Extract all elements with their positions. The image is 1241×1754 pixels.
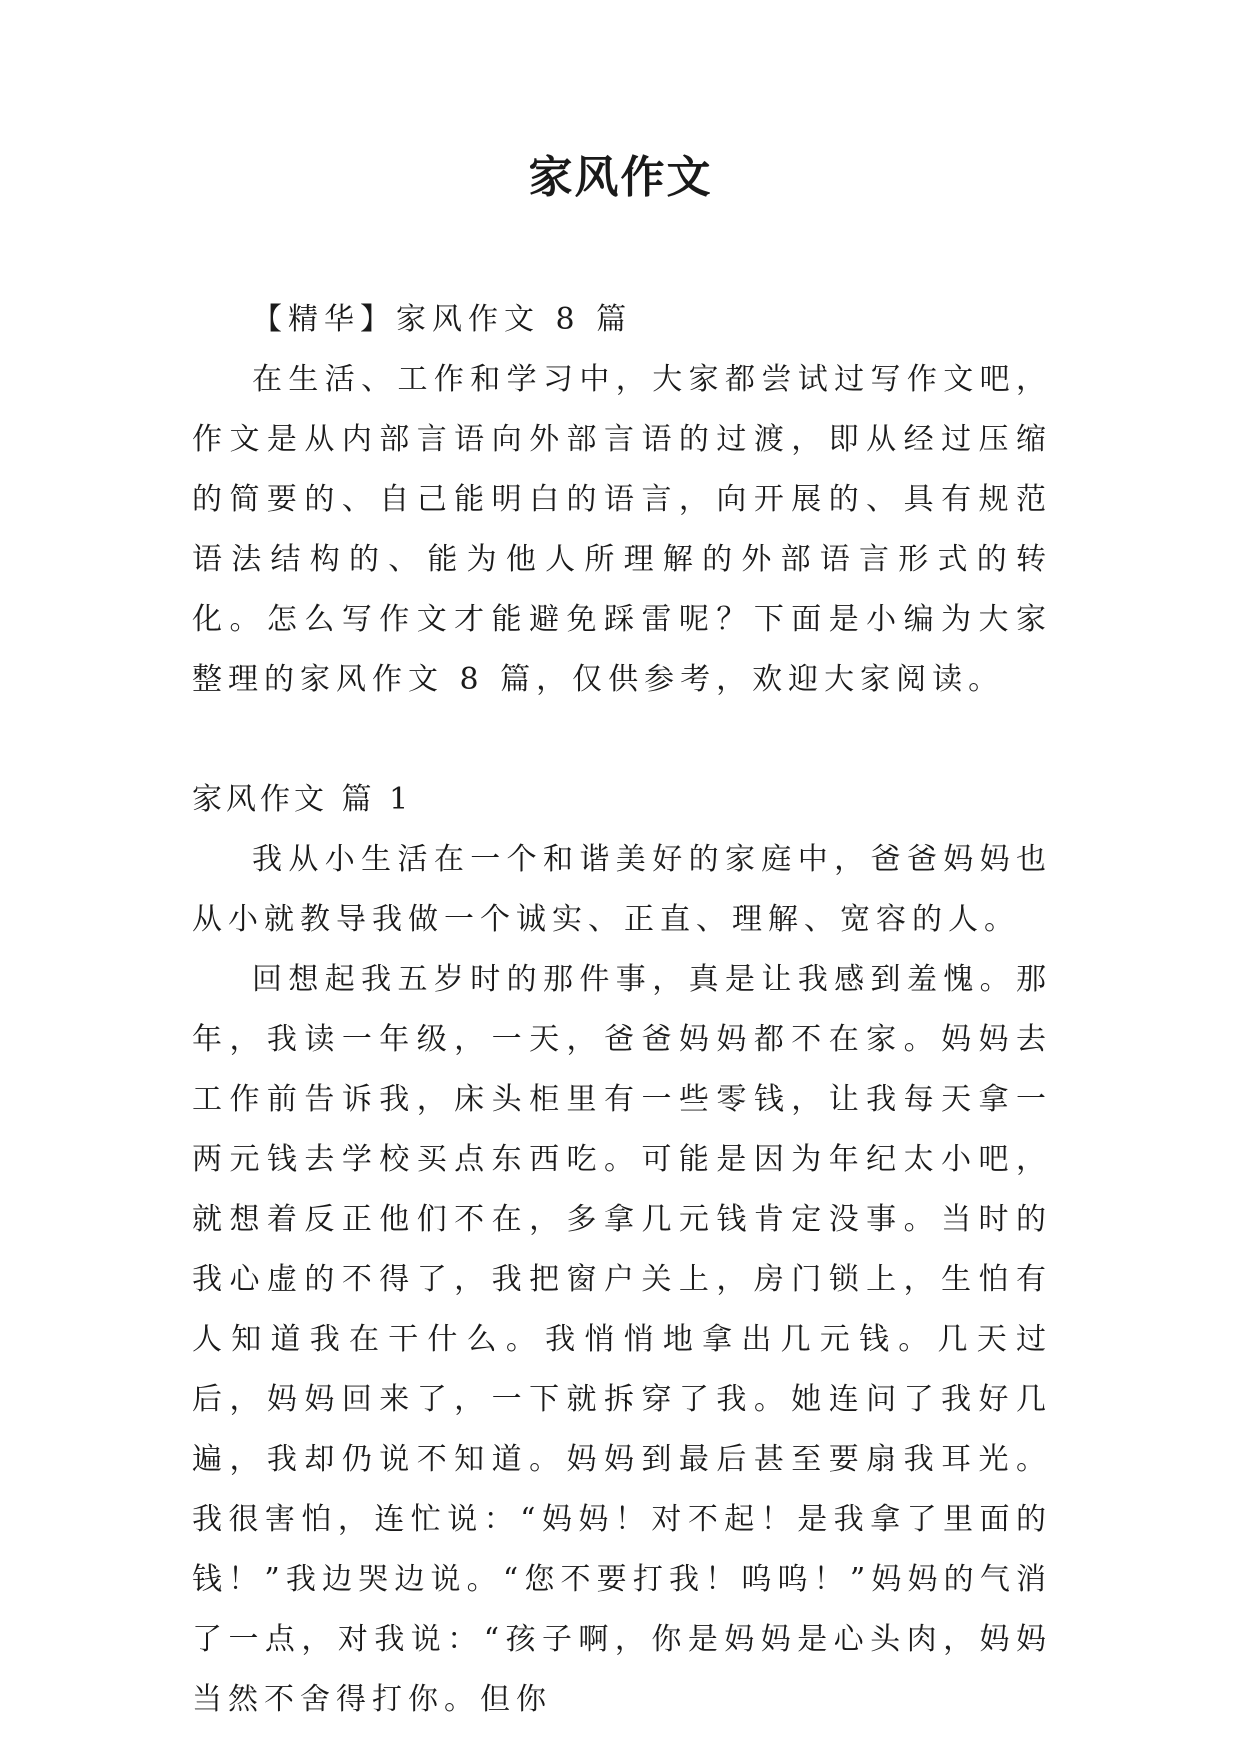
body-paragraph-1: 我从小生活在一个和谐美好的家庭中，爸爸妈妈也从小就教导我做一个诚实、正直、理解、宽容的人。 [192, 842, 1052, 937]
section-heading: 家风作文 篇 1 [192, 782, 413, 817]
intro-paragraph: 在生活、工作和学习中，大家都尝试过写作文吧，作文是从内部言语向外部言语的过渡，即从经过压缩的简要的、自己能明白的语言，向开展的、具有规范语法结构的、能为他人所理解的外部语言形式的转化。怎么写作文才能避免踩雷呢？下面是小编为大家整理的家风作文 8 篇，仅供参考，欢迎大家阅读。 [192, 362, 1052, 697]
document-body [192, 290, 1052, 1730]
body-paragraph-2: 回想起我五岁时的那件事，真是让我感到羞愧。那年，我读一年级，一天，爸爸妈妈都不在家。妈妈去工作前告诉我，床头柜里有一些零钱，让我每天拿一两元钱去学校买点东西吃。可能是因为年纪太小吧，就想着反正他们不在，多拿几元钱肯定没事。当时的我心虚的不得了，我把窗户关上，房门锁上，生怕有人知道我在干什么。我悄悄地拿出几元钱。几天过后，妈妈回来了，一下就拆穿了我。她连问了我好几遍，我却仍说不知道。妈妈到最后甚至要扇我耳光。我很害怕，连忙说：“妈妈！对不起！是我拿了里面的钱！”我边哭边说。“您不要打我！呜呜！”妈妈的气消了一点，对我说：“孩子啊，你是妈妈是心头肉，妈妈当然不舍得打你。但你 [192, 962, 1052, 1717]
document-title: 家风作文 [528, 152, 713, 203]
document-subtitle: 【精华】家风作文 8 篇 [252, 302, 633, 337]
